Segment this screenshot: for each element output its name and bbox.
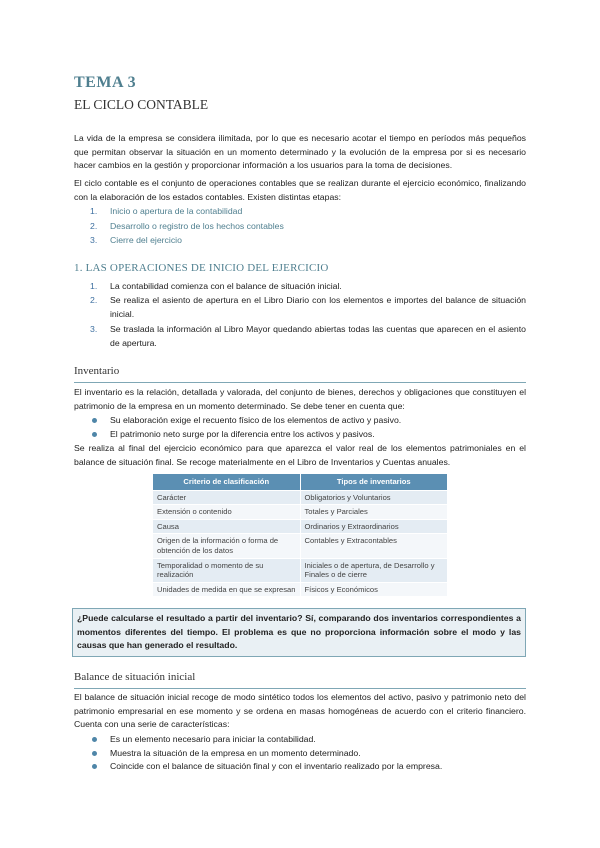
inventario-heading: Inventario xyxy=(74,365,120,377)
list-item: 2. Desarrollo o registro de los hechos contables xyxy=(90,220,284,231)
bullet-icon xyxy=(92,764,97,769)
list-item: 3. Cierre del ejercicio xyxy=(90,235,182,245)
table-header: Criterio de clasificación xyxy=(153,474,301,491)
list-item: 1. La contabilidad comienza con el balance de situación inicial. xyxy=(90,281,342,291)
list-item: 3. Se traslada la información al Libro Mayor quedando abiertas todas las cuentas que aparecen en el asiento de apertura. xyxy=(90,323,526,348)
list-item: 2. Se realiza el asiento de apertura en el Libro Diario con los elementos e importes del balance de situación inicial. xyxy=(90,295,526,320)
table-row: Unidades de medida en que se expresan Físicos y Económicos xyxy=(153,582,448,597)
inventario-paragraph-1: El inventario es la relación, detallada y valorada, del conjunto de bienes, derechos y obligaciones que constituyen el patrimonio de la empresa en un momento determinado. Se debe tener en cuenta que: xyxy=(74,387,526,411)
heading-divider xyxy=(74,382,526,383)
list-item: Es un elemento necesario para iniciar la contabilidad. xyxy=(74,733,526,747)
balance-bullets xyxy=(74,733,526,774)
list-item: Coincide con el balance de situación final y con el inventario realizado por la empresa. xyxy=(74,760,526,774)
balance-paragraph: El balance de situación inicial recoge de modo sintético todos los elementos del activo, pasivo y patrimonio neto del patrimonio empresarial en ese momento y se ordena en masas homogéneas de acuerdo con el criterio financiero. Cuenta con una serie de características: xyxy=(74,692,526,730)
table-row: Causa Ordinarios y Extraordinarios xyxy=(153,519,448,534)
bullet-icon xyxy=(92,751,97,756)
list-item: El patrimonio neto surge por la diferencia entre los activos y pasivos. xyxy=(74,428,526,442)
inventario-paragraph-2: Se realiza al final del ejercicio económico para que aparezca el valor real de los elementos patrimoniales en el balance de situación final. Se recoge materialmente en el Libro de Inventarios y Cuentas anuales. xyxy=(74,443,526,467)
section-1-heading: 1. LAS OPERACIONES DE INICIO DEL EJERCICIO xyxy=(74,262,329,274)
stages-list xyxy=(74,204,526,248)
bullet-icon xyxy=(92,418,97,423)
intro-paragraph-1: La vida de la empresa se considera ilimitada, por lo que es necesario acotar el tiempo en períodos más pequeños que permitan observar la situación en un momento determinado y la evolución de la empresa por si es necesario hacer cambios en la gestión y proporcionar información a los usuarios para la toma de decisiones. xyxy=(74,133,526,171)
intro-paragraph-2: El ciclo contable es el conjunto de operaciones contables que se realizan durante el ejercicio económico, finalizando con la elaboración de los estados contables. Existen distintas etapas: xyxy=(74,178,526,202)
section-1-list xyxy=(74,279,526,350)
bullet-icon xyxy=(92,737,97,742)
chapter-title: EL CICLO CONTABLE xyxy=(74,97,209,112)
question-callout: ¿Puede calcularse el resultado a partir del inventario? Sí, comparando dos inventarios correspondientes a momentos diferentes del tiempo. El problema es que no proporciona información sobre el modo y las causas que han generado el resultado. xyxy=(72,608,526,657)
list-item: 1. Inicio o apertura de la contabilidad xyxy=(90,206,243,216)
list-item: Muestra la situación de la empresa en un momento determinado. xyxy=(74,747,526,761)
table-row: Origen de la información o forma de obtención de los datos Contables y Extracontables xyxy=(153,534,448,558)
bullet-icon xyxy=(92,432,97,437)
inventory-types-table xyxy=(152,473,448,597)
table-row: Temporalidad o momento de su realización Iniciales o de apertura, de Desarrollo y Finales o de cierre xyxy=(153,558,448,582)
table-row: Extensión o contenido Totales y Parciales xyxy=(153,505,448,520)
heading-divider xyxy=(74,688,526,689)
chapter-number: TEMA 3 xyxy=(74,74,137,91)
list-item: Su elaboración exige el recuento físico de los elementos de activo y pasivo. xyxy=(74,414,526,428)
balance-heading: Balance de situación inicial xyxy=(74,671,196,683)
table-header: Tipos de inventarios xyxy=(300,474,448,491)
inventario-bullets xyxy=(74,414,526,441)
table-row: Carácter Obligatorios y Voluntarios xyxy=(153,490,448,505)
